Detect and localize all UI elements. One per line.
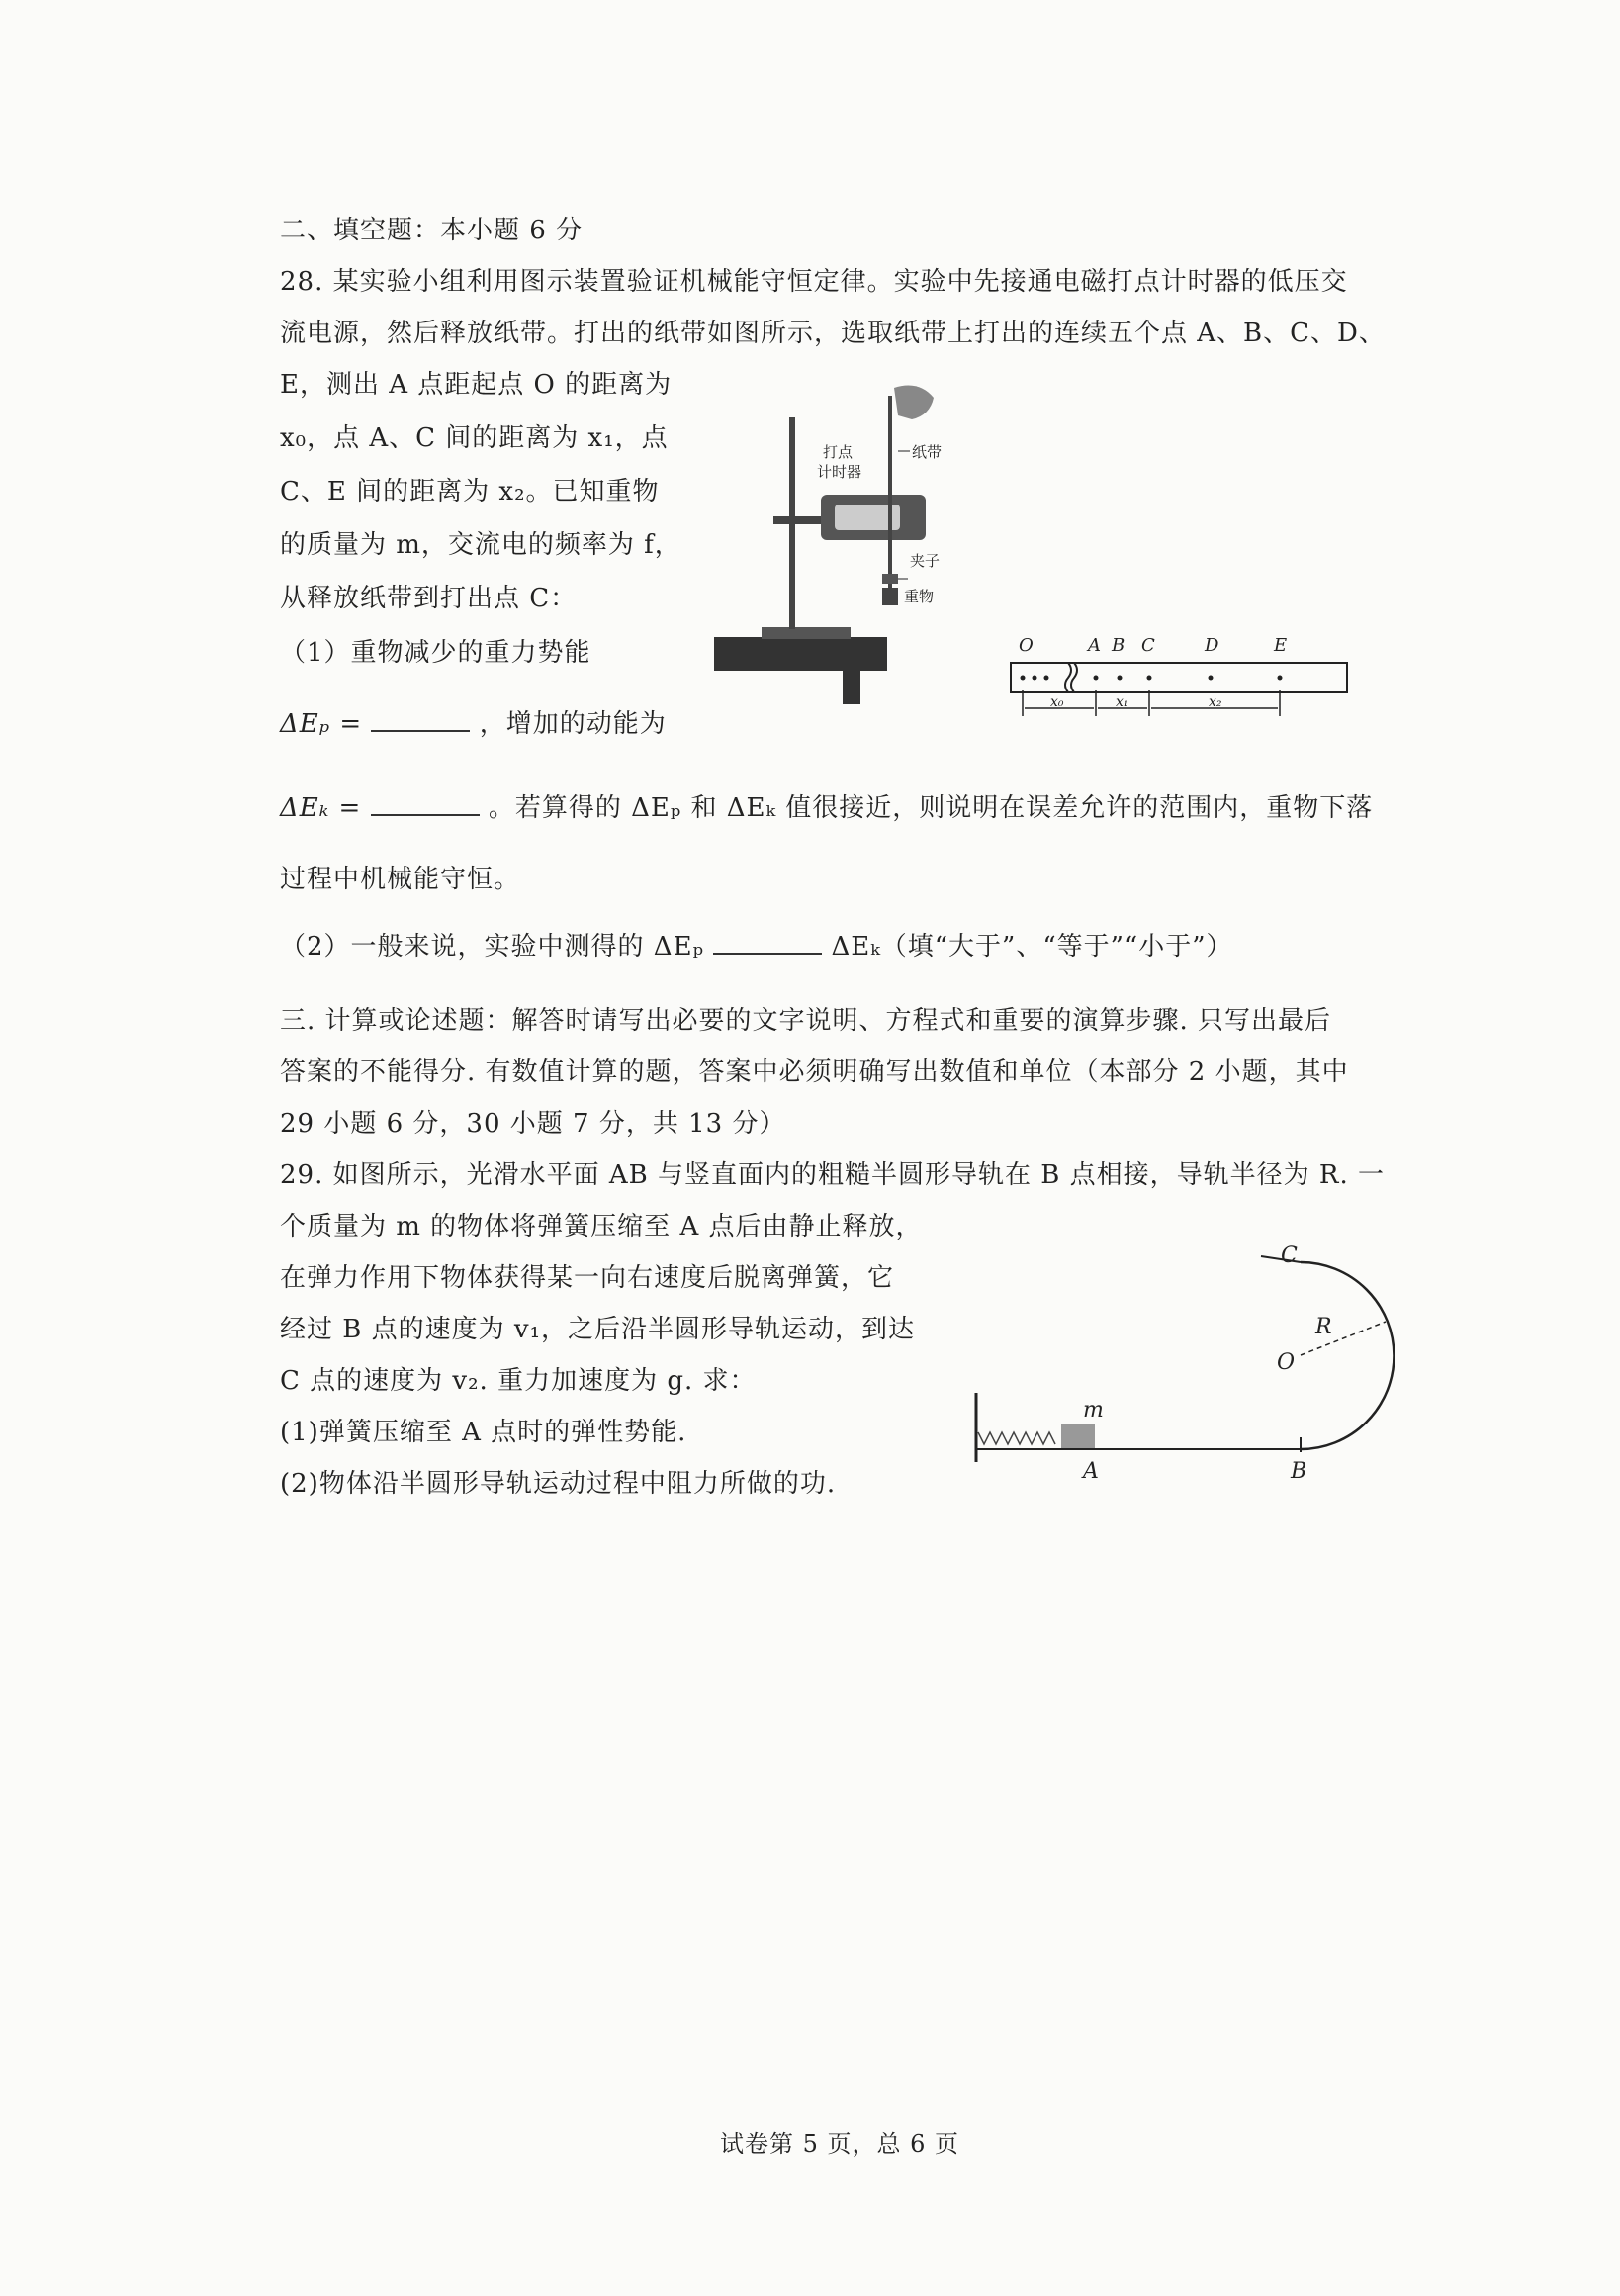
mass-m-label: m	[1083, 1398, 1104, 1423]
tape-x2-label: x₂	[1209, 694, 1222, 710]
point-b-label: B	[1291, 1459, 1307, 1484]
delta-ek-blank[interactable]	[371, 792, 480, 816]
q28-part1-text: （1）重物减少的重力势能	[280, 638, 591, 668]
tape-point-a-label: A	[1088, 635, 1101, 656]
delta-ek-label: ΔEₖ =	[280, 793, 362, 823]
page-footer: 试卷第 5 页，总 6 页	[720, 2130, 960, 2158]
point-a-label: A	[1083, 1459, 1099, 1484]
delta-ep-label: ΔEₚ =	[280, 709, 363, 739]
hand-icon	[894, 386, 934, 419]
q28-delta-ep-row	[280, 707, 667, 741]
q28-line-3: E，测出 A 点距起点 O 的距离为	[280, 370, 673, 400]
timer-label-1: 打点	[823, 443, 854, 461]
section3-line-1: 三. 计算或论述题：解答时请写出必要的文字说明、方程式和重要的演算步骤. 只写出最后	[280, 1006, 1332, 1036]
q28-line-1: 28. 某实验小组利用图示装置验证机械能守恒定律。实验中先接通电磁打点计时器的低压交	[280, 267, 1348, 297]
tape-point-o-label: O	[1019, 635, 1034, 656]
tape-x0-label: x₀	[1050, 694, 1064, 710]
clip-shape	[882, 574, 898, 584]
clip-label: 夹子	[910, 552, 941, 570]
q29-line-2: 个质量为 m 的物体将弹簧压缩至 A 点后由静止释放，	[280, 1212, 923, 1241]
point-c-label: C	[1281, 1243, 1298, 1268]
section3-line-3: 29 小题 6 分，30 小题 7 分，共 13 分）	[280, 1109, 786, 1139]
tape-point-b-label: B	[1112, 635, 1125, 656]
semicircle-track	[1301, 1262, 1394, 1449]
tape-x1-label: x₁	[1116, 694, 1129, 710]
block-m	[1061, 1424, 1095, 1448]
radius-label: R	[1315, 1315, 1332, 1339]
q29-line-3: 在弹力作用下物体获得某一向右速度后脱离弹簧，它	[280, 1263, 895, 1293]
q28-line-4: x₀，点 A、C 间的距离为 x₁，点	[280, 423, 669, 453]
tape-strip	[1011, 663, 1347, 692]
q29-subquestion-2: (2)物体沿半圆形导轨运动过程中阻力所做的功.	[280, 1469, 837, 1499]
paper-tape	[888, 396, 892, 603]
q28-part2-tail: ΔEₖ（填“大于”、“等于”“小于”）	[831, 932, 1233, 962]
q28-line-7: 从释放纸带到打出点 C：	[280, 584, 578, 613]
q29-line-4: 经过 B 点的速度为 v₁，之后沿半圆形导轨运动，到达	[280, 1315, 916, 1344]
section-heading-fill-blank: 二、填空题：本小题 6 分	[280, 216, 584, 245]
q28-part2-head: （2）一般来说，实验中测得的 ΔEₚ	[280, 932, 704, 962]
weight-block	[882, 588, 898, 605]
stand-base	[762, 627, 851, 639]
q28-line-5: C、E 间的距离为 x₂。已知重物	[280, 477, 660, 506]
spring	[978, 1432, 1055, 1444]
radius-line	[1301, 1322, 1386, 1355]
q28-line-6: 的质量为 m，交流电的频率为 f，	[280, 530, 681, 560]
table-base	[714, 637, 887, 671]
delta-ep-tail: ，增加的动能为	[479, 709, 667, 739]
table-leg	[843, 671, 860, 704]
delta-ek-tail: 。若算得的 ΔEₚ 和 ΔEₖ 值很接近，则说明在误差允许的范围内，重物下落	[488, 793, 1374, 823]
stand-clamp	[773, 516, 821, 524]
compare-blank[interactable]	[713, 931, 822, 955]
q29-subquestion-1: (1)弹簧压缩至 A 点时的弹性势能.	[280, 1418, 687, 1447]
q29-line-5: C 点的速度为 v₂. 重力加速度为 g. 求：	[280, 1366, 757, 1396]
q28-line-2: 流电源，然后释放纸带。打出的纸带如图所示，选取纸带上打出的连续五个点 A、B、C、D、	[280, 319, 1386, 348]
q29-line-1: 29. 如图所示，光滑水平面 AB 与竖直面内的粗糙半圆形导轨在 B 点相接，导轨半径为 R. 一	[280, 1160, 1386, 1190]
section3-line-2: 答案的不能得分. 有数值计算的题，答案中必须明确写出数值和单位（本部分 2 小题，其中	[280, 1057, 1349, 1087]
tape-point-e-label: E	[1274, 635, 1288, 656]
timer-label-2: 计时器	[817, 463, 862, 481]
center-o-label: O	[1277, 1350, 1296, 1375]
tape-figure	[1003, 627, 1369, 726]
tape-point-d-label: D	[1205, 635, 1219, 656]
semicircle-track-figure	[964, 1235, 1419, 1492]
q28-part2-row	[280, 930, 1233, 964]
tape-point-c-label: C	[1141, 635, 1155, 656]
apparatus-figure	[714, 378, 971, 724]
weight-label: 重物	[904, 588, 935, 605]
q28-delta-ek-row	[280, 791, 1373, 825]
q28-conclusion: 过程中机械能守恒。	[280, 865, 521, 894]
delta-ep-blank[interactable]	[371, 708, 470, 732]
tape-label: 纸带	[912, 443, 943, 461]
